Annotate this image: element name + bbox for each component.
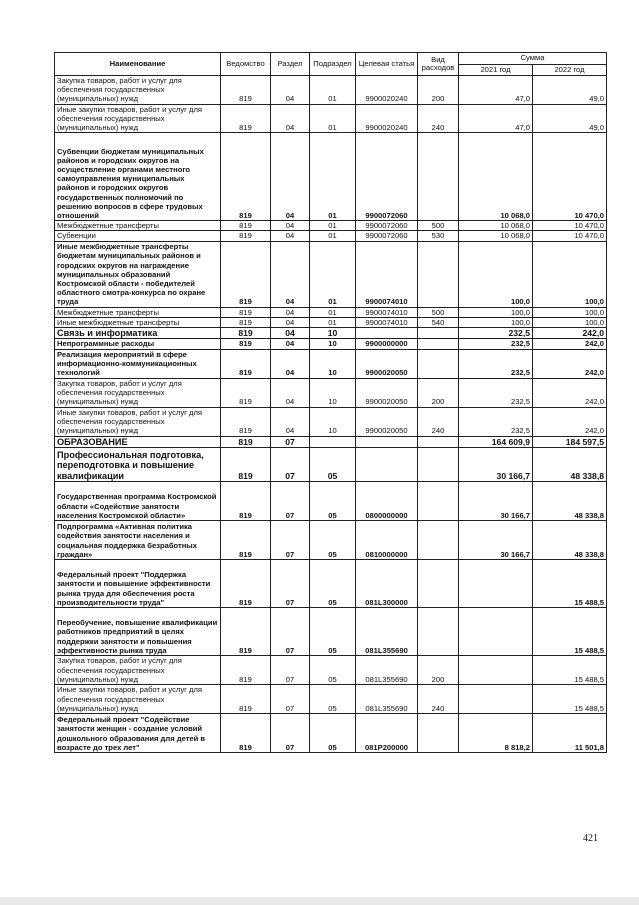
row-vid xyxy=(418,714,459,753)
row-razdel: 07 xyxy=(271,521,310,560)
row-razdel: 04 xyxy=(271,328,310,339)
row-vid xyxy=(418,241,459,307)
row-sum-2022: 184 597,5 xyxy=(533,436,607,447)
row-razdel: 07 xyxy=(271,448,310,482)
row-target: 081P200000 xyxy=(356,714,418,753)
row-name: Государственная программа Костромской области «Содействие занятости населения Костромской области» xyxy=(55,482,221,521)
row-name: Межбюджетные трансферты xyxy=(55,221,221,231)
row-vid xyxy=(418,339,459,349)
row-razdel: 04 xyxy=(271,349,310,378)
table-row xyxy=(55,521,607,560)
row-razdel: 07 xyxy=(271,656,310,685)
table-row xyxy=(55,133,607,221)
row-sum-2022: 242,0 xyxy=(533,328,607,339)
row-sum-2021 xyxy=(459,656,533,685)
row-podrazdel: 10 xyxy=(310,407,356,436)
row-vid: 530 xyxy=(418,231,459,241)
row-vid: 500 xyxy=(418,221,459,231)
row-sum-2022: 242,0 xyxy=(533,378,607,407)
row-vid: 240 xyxy=(418,407,459,436)
table-row xyxy=(55,241,607,307)
header-vid: Вид расходов xyxy=(418,53,459,76)
row-podrazdel: 01 xyxy=(310,76,356,105)
row-sum-2022: 15 488,5 xyxy=(533,560,607,608)
row-podrazdel: 10 xyxy=(310,378,356,407)
table-row xyxy=(55,339,607,349)
table-row xyxy=(55,349,607,378)
row-razdel: 04 xyxy=(271,133,310,221)
table-row xyxy=(55,317,607,327)
table-row xyxy=(55,231,607,241)
table-row xyxy=(55,307,607,317)
row-sum-2021: 10 068,0 xyxy=(459,231,533,241)
row-name: Закупка товаров, работ и услуг для обеспечения государственных (муниципальных) нужд xyxy=(55,76,221,105)
table-header xyxy=(55,53,607,76)
row-vid xyxy=(418,328,459,339)
row-podrazdel: 05 xyxy=(310,656,356,685)
row-name: Субвенции xyxy=(55,231,221,241)
row-razdel: 07 xyxy=(271,714,310,753)
row-name: Иные закупки товаров, работ и услуг для обеспечения государственных (муниципальных) нужд xyxy=(55,407,221,436)
row-sum-2022: 100,0 xyxy=(533,241,607,307)
row-target: 081L355690 xyxy=(356,608,418,656)
row-vid: 200 xyxy=(418,378,459,407)
row-podrazdel: 01 xyxy=(310,307,356,317)
row-podrazdel: 05 xyxy=(310,521,356,560)
row-name: Иные межбюджетные трансферты бюджетам муниципальных районов и городских округов на награждение муниципальных образований Костромской области - победителей областного смотра-конкурса по охране труда xyxy=(55,241,221,307)
row-podrazdel: 10 xyxy=(310,349,356,378)
row-vid: 540 xyxy=(418,317,459,327)
row-ved: 819 xyxy=(221,714,271,753)
row-ved: 819 xyxy=(221,104,271,133)
row-sum-2022: 10 470,0 xyxy=(533,231,607,241)
row-ved: 819 xyxy=(221,436,271,447)
row-razdel: 04 xyxy=(271,339,310,349)
row-podrazdel xyxy=(310,436,356,447)
row-ved: 819 xyxy=(221,317,271,327)
row-target: 081L355690 xyxy=(356,656,418,685)
row-sum-2022: 48 338,8 xyxy=(533,521,607,560)
row-sum-2022: 10 470,0 xyxy=(533,221,607,231)
row-target: 9900020050 xyxy=(356,407,418,436)
row-target: 9900072060 xyxy=(356,221,418,231)
header-vedomstvo: Ведомство xyxy=(221,53,271,76)
row-sum-2021 xyxy=(459,560,533,608)
row-ved: 819 xyxy=(221,656,271,685)
row-vid xyxy=(418,482,459,521)
row-target: 9900074010 xyxy=(356,241,418,307)
row-name: Закупка товаров, работ и услуг для обеспечения государственных (муниципальных) нужд xyxy=(55,656,221,685)
row-sum-2022: 242,0 xyxy=(533,339,607,349)
table-row xyxy=(55,656,607,685)
table-row xyxy=(55,436,607,447)
row-ved: 819 xyxy=(221,339,271,349)
row-podrazdel: 05 xyxy=(310,448,356,482)
row-ved: 819 xyxy=(221,221,271,231)
row-sum-2022: 100,0 xyxy=(533,307,607,317)
header-sum: Сумма xyxy=(459,53,607,65)
budget-table xyxy=(54,52,607,753)
row-vid xyxy=(418,560,459,608)
row-sum-2022: 15 488,5 xyxy=(533,685,607,714)
row-vid xyxy=(418,448,459,482)
row-sum-2021: 10 068,0 xyxy=(459,133,533,221)
row-sum-2022: 15 488,5 xyxy=(533,656,607,685)
row-ved: 819 xyxy=(221,608,271,656)
row-razdel: 07 xyxy=(271,608,310,656)
row-sum-2022: 100,0 xyxy=(533,317,607,327)
row-razdel: 07 xyxy=(271,436,310,447)
row-razdel: 04 xyxy=(271,76,310,105)
row-name: Связь и информатика xyxy=(55,328,221,339)
row-name: Федеральный проект "Поддержка занятости и повышение эффективности рынка труда для обеспечения роста производительности труда" xyxy=(55,560,221,608)
row-sum-2022: 15 488,5 xyxy=(533,608,607,656)
row-podrazdel: 01 xyxy=(310,104,356,133)
row-target: 9900074010 xyxy=(356,317,418,327)
row-name: Иные закупки товаров, работ и услуг для обеспечения государственных (муниципальных) нужд xyxy=(55,685,221,714)
row-sum-2021: 30 166,7 xyxy=(459,521,533,560)
row-target: 9900072060 xyxy=(356,231,418,241)
row-podrazdel: 05 xyxy=(310,714,356,753)
table-row xyxy=(55,714,607,753)
row-name: ОБРАЗОВАНИЕ xyxy=(55,436,221,447)
row-podrazdel: 01 xyxy=(310,133,356,221)
row-name: Профессиональная подготовка, переподготовка и повышение квалификации xyxy=(55,448,221,482)
row-target: 9900020240 xyxy=(356,104,418,133)
row-vid: 200 xyxy=(418,76,459,105)
row-target: 9900020050 xyxy=(356,349,418,378)
row-vid: 240 xyxy=(418,104,459,133)
row-target xyxy=(356,436,418,447)
row-sum-2021: 30 166,7 xyxy=(459,482,533,521)
row-razdel: 04 xyxy=(271,307,310,317)
table-row xyxy=(55,104,607,133)
row-podrazdel: 01 xyxy=(310,317,356,327)
row-target: 9900020050 xyxy=(356,378,418,407)
row-razdel: 04 xyxy=(271,221,310,231)
row-ved: 819 xyxy=(221,560,271,608)
budget-sheet xyxy=(54,52,606,753)
header-podrazdel: Подраздел xyxy=(310,53,356,76)
row-sum-2022: 48 338,8 xyxy=(533,482,607,521)
row-name: Подпрограмма «Активная политика содействия занятости населения и социальная поддержка безработных граждан» xyxy=(55,521,221,560)
table-row xyxy=(55,221,607,231)
row-sum-2021: 164 609,9 xyxy=(459,436,533,447)
row-ved: 819 xyxy=(221,328,271,339)
row-name: Межбюджетные трансферты xyxy=(55,307,221,317)
row-razdel: 04 xyxy=(271,104,310,133)
row-sum-2022: 49,0 xyxy=(533,104,607,133)
row-razdel: 04 xyxy=(271,241,310,307)
row-ved: 819 xyxy=(221,76,271,105)
row-ved: 819 xyxy=(221,685,271,714)
row-sum-2022: 242,0 xyxy=(533,407,607,436)
row-target: 9900072060 xyxy=(356,133,418,221)
row-razdel: 07 xyxy=(271,560,310,608)
row-razdel: 07 xyxy=(271,685,310,714)
row-sum-2022: 11 501,8 xyxy=(533,714,607,753)
row-sum-2021 xyxy=(459,685,533,714)
row-razdel: 04 xyxy=(271,407,310,436)
row-target: 9900020240 xyxy=(356,76,418,105)
row-vid: 200 xyxy=(418,656,459,685)
row-sum-2021: 232,5 xyxy=(459,339,533,349)
row-vid xyxy=(418,608,459,656)
row-sum-2021: 232,5 xyxy=(459,328,533,339)
row-target xyxy=(356,448,418,482)
row-sum-2022: 48 338,8 xyxy=(533,448,607,482)
table-row xyxy=(55,378,607,407)
table-body xyxy=(55,76,607,753)
row-target: 9900000000 xyxy=(356,339,418,349)
row-podrazdel: 01 xyxy=(310,221,356,231)
row-podrazdel: 01 xyxy=(310,231,356,241)
table-row xyxy=(55,76,607,105)
row-sum-2021 xyxy=(459,608,533,656)
row-name: Переобучение, повышение квалификации работников предприятий в целях поддержки занятости и повышения эффективности рынка труда xyxy=(55,608,221,656)
row-vid xyxy=(418,349,459,378)
row-target: 0810000000 xyxy=(356,521,418,560)
row-vid xyxy=(418,521,459,560)
row-sum-2021: 100,0 xyxy=(459,241,533,307)
row-name: Иные закупки товаров, работ и услуг для обеспечения государственных (муниципальных) нужд xyxy=(55,104,221,133)
table-row xyxy=(55,407,607,436)
row-sum-2021: 47,0 xyxy=(459,76,533,105)
header-razdel: Раздел xyxy=(271,53,310,76)
row-name: Реализация мероприятий в сфере информационно-коммуникационных технологий xyxy=(55,349,221,378)
row-ved: 819 xyxy=(221,407,271,436)
row-sum-2021: 30 166,7 xyxy=(459,448,533,482)
row-sum-2021: 232,5 xyxy=(459,407,533,436)
row-sum-2021: 47,0 xyxy=(459,104,533,133)
row-target xyxy=(356,328,418,339)
row-sum-2021: 100,0 xyxy=(459,317,533,327)
table-row xyxy=(55,608,607,656)
row-vid: 500 xyxy=(418,307,459,317)
row-name: Непрограммные расходы xyxy=(55,339,221,349)
row-podrazdel: 05 xyxy=(310,560,356,608)
row-ved: 819 xyxy=(221,241,271,307)
row-razdel: 07 xyxy=(271,482,310,521)
row-sum-2022: 10 470,0 xyxy=(533,133,607,221)
row-sum-2021: 100,0 xyxy=(459,307,533,317)
row-podrazdel: 05 xyxy=(310,685,356,714)
row-ved: 819 xyxy=(221,133,271,221)
row-vid xyxy=(418,133,459,221)
row-target: 081L300000 xyxy=(356,560,418,608)
row-razdel: 04 xyxy=(271,317,310,327)
row-ved: 819 xyxy=(221,231,271,241)
table-row xyxy=(55,328,607,339)
row-target: 0800000000 xyxy=(356,482,418,521)
row-podrazdel: 01 xyxy=(310,241,356,307)
row-podrazdel: 10 xyxy=(310,339,356,349)
header-target: Целевая статья xyxy=(356,53,418,76)
header-name: Наименование xyxy=(55,53,221,76)
row-name: Субвенции бюджетам муниципальных районов и городских округов на осуществление органами местного самоуправления муниципальных районов и городских округов государственных полномочий по решению вопросов в сфере трудовых отношений xyxy=(55,133,221,221)
page-number: 421 xyxy=(583,833,598,844)
row-sum-2021: 10 068,0 xyxy=(459,221,533,231)
row-target: 081L355690 xyxy=(356,685,418,714)
row-ved: 819 xyxy=(221,378,271,407)
row-name: Иные межбюджетные трансферты xyxy=(55,317,221,327)
row-vid xyxy=(418,436,459,447)
table-row xyxy=(55,560,607,608)
row-sum-2021: 232,5 xyxy=(459,349,533,378)
row-ved: 819 xyxy=(221,349,271,378)
row-ved: 819 xyxy=(221,448,271,482)
row-ved: 819 xyxy=(221,307,271,317)
table-row xyxy=(55,685,607,714)
row-podrazdel: 05 xyxy=(310,608,356,656)
scan-edge xyxy=(0,897,639,905)
row-ved: 819 xyxy=(221,521,271,560)
row-target: 9900074010 xyxy=(356,307,418,317)
row-podrazdel: 05 xyxy=(310,482,356,521)
row-podrazdel: 10 xyxy=(310,328,356,339)
row-name: Федеральный проект "Содействие занятости женщин - создание условий дошкольного образования для детей в возрасте до трех лет" xyxy=(55,714,221,753)
row-sum-2022: 49,0 xyxy=(533,76,607,105)
header-2021: 2021 год xyxy=(459,65,533,76)
row-sum-2021: 232,5 xyxy=(459,378,533,407)
table-row xyxy=(55,448,607,482)
row-razdel: 04 xyxy=(271,378,310,407)
row-ved: 819 xyxy=(221,482,271,521)
row-sum-2021: 8 818,2 xyxy=(459,714,533,753)
row-sum-2022: 242,0 xyxy=(533,349,607,378)
table-row xyxy=(55,482,607,521)
row-razdel: 04 xyxy=(271,231,310,241)
row-vid: 240 xyxy=(418,685,459,714)
header-2022: 2022 год xyxy=(533,65,607,76)
row-name: Закупка товаров, работ и услуг для обеспечения государственных (муниципальных) нужд xyxy=(55,378,221,407)
